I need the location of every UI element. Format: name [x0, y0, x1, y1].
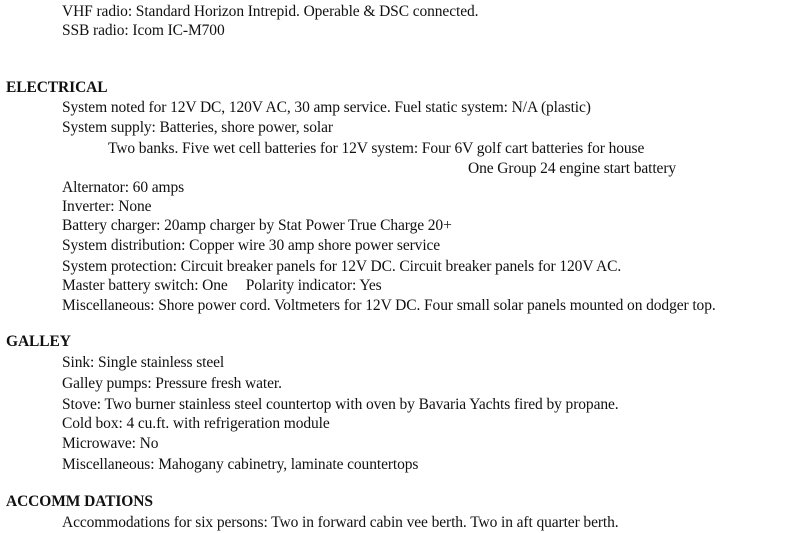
electrical-start-battery: One Group 24 engine start battery [468, 160, 677, 177]
galley-cold-box: Cold box: 4 cu.ft. with refrigeration module [62, 415, 330, 432]
accommodations-heading: ACCOMM DATIONS [6, 493, 153, 510]
electrical-master-switch-row [62, 276, 382, 295]
electrical-charger: Battery charger: 20amp charger by Stat Power True Charge 20+ [62, 217, 452, 234]
electrical-master-switch: Master battery switch: One [62, 277, 228, 294]
electrical-polarity: Polarity indicator: Yes [245, 277, 382, 294]
electrical-system-supply: System supply: Batteries, shore power, solar [62, 119, 333, 136]
vhf-radio-line: VHF radio: Standard Horizon Intrepid. Operable & DSC connected. [62, 3, 479, 20]
electrical-system-noted: System noted for 12V DC, 120V AC, 30 amp service. Fuel static system: N/A (plastic) [62, 99, 591, 116]
electrical-banks: Two banks. Five wet cell batteries for 12V system: Four 6V golf cart batteries for house [108, 140, 645, 157]
galley-misc: Miscellaneous: Mahogany cabinetry, laminate countertops [62, 456, 419, 473]
electrical-heading: ELECTRICAL [6, 79, 108, 96]
galley-heading: GALLEY [6, 333, 71, 350]
galley-pumps: Galley pumps: Pressure fresh water. [62, 375, 282, 392]
electrical-distribution: System distribution: Copper wire 30 amp shore power service [62, 237, 441, 254]
accommodations-text: Accommodations for six persons: Two in forward cabin vee berth. Two in aft quarter berth. [62, 514, 619, 531]
electrical-misc: Miscellaneous: Shore power cord. Voltmeters for 12V DC. Four small solar panels mounted on dodger top. [62, 297, 716, 314]
galley-sink: Sink: Single stainless steel [62, 354, 225, 371]
galley-microwave: Microwave: No [62, 435, 159, 452]
galley-stove: Stove: Two burner stainless steel countertop with oven by Bavaria Yachts fired by propane. [62, 396, 619, 413]
electrical-alternator: Alternator: 60 amps [62, 179, 185, 196]
ssb-radio-line: SSB radio: Icom IC-M700 [62, 22, 225, 39]
electrical-protection: System protection: Circuit breaker panels for 12V DC. Circuit breaker panels for 120V AC. [62, 258, 622, 275]
electrical-inverter: Inverter: None [62, 198, 152, 215]
